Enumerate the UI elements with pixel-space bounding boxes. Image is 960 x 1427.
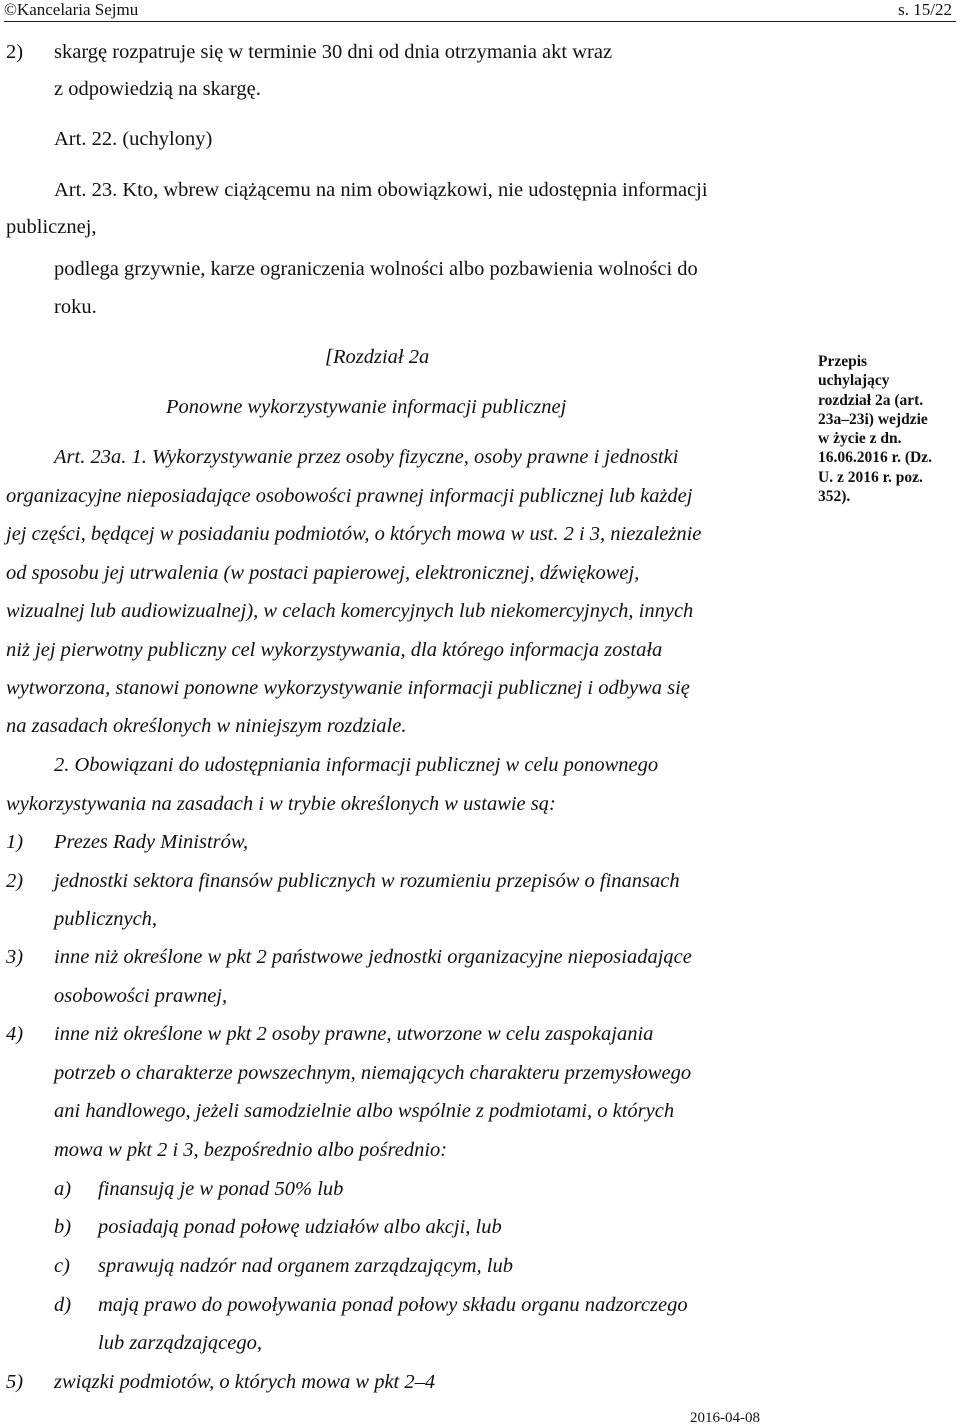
text-line: jej części, będącej w posiadaniu podmiotów, o których mowa w ust. 2 i 3, niezależnie [6, 523, 702, 545]
text-line: 2. Obowiązani do udostępniania informacji publicznej w celu ponownego [54, 754, 659, 776]
margin-note-line: 23a–23i) wejdzie [818, 410, 928, 428]
margin-note-line: w życie z dn. [818, 430, 902, 448]
list-item-text: inne niż określone w pkt 2 osoby prawne, utworzone w celu zaspokajania [54, 1023, 654, 1045]
margin-note-line: U. z 2016 r. poz. [818, 468, 923, 486]
list-item-number: 2) [6, 870, 24, 892]
list-item-number: 5) [6, 1371, 24, 1393]
text-line: wykorzystywania na zasadach i w trybie określonych w ustawie są: [6, 793, 556, 815]
text-line: publicznej, [6, 216, 97, 238]
text-line: mowa w pkt 2 i 3, bezpośrednio albo pośrednio: [54, 1139, 448, 1161]
header-page-number: s. 15/22 [898, 0, 952, 19]
list-item-text: inne niż określone w pkt 2 państwowe jednostki organizacyjne nieposiadające [54, 946, 692, 968]
margin-note-line: rozdział 2a (art. [818, 391, 924, 409]
text-line: niż jej pierwotny publiczny cel wykorzystywania, dla którego informacja została [6, 639, 663, 661]
margin-note-line: Przepis [818, 353, 868, 370]
sublist-item-text: finansują je w ponad 50% lub [98, 1178, 344, 1200]
sublist-item-letter: d) [54, 1294, 72, 1316]
article-23a-line: Art. 23a. 1. Wykorzystywanie przez osoby fizyczne, osoby prawne i jednostki [54, 446, 679, 468]
header-left: ©Kancelaria Sejmu [4, 0, 139, 19]
sublist-item-text: mają prawo do powoływania ponad połowy składu organu nadzorczego [98, 1294, 688, 1316]
sublist-item-letter: c) [54, 1255, 70, 1277]
chapter-title: Ponowne wykorzystywanie informacji publicznej [166, 396, 567, 418]
text-line: roku. [54, 296, 97, 318]
list-item-number: 1) [6, 831, 24, 853]
text-line: ani handlowego, jeżeli samodzielnie albo wspólnie z podmiotami, o których [54, 1100, 675, 1122]
margin-note [818, 352, 960, 506]
text-line: publicznych, [54, 908, 158, 930]
footer-date: 2016-04-08 [690, 1410, 760, 1426]
list-item-number: 4) [6, 1023, 24, 1045]
list-item-text: jednostki sektora finansów publicznych w rozumieniu przepisów o finansach [54, 870, 680, 892]
text-line: wytworzona, stanowi ponowne wykorzystywanie informacji publicznej i odbywa się [6, 677, 690, 699]
chapter-heading: [Rozdział 2a [325, 346, 430, 368]
text-line: organizacyjne nieposiadające osobowości prawnej informacji publicznej lub każdej [6, 485, 693, 507]
list-item-text: skargę rozpatruje się w terminie 30 dni od dnia otrzymania akt wraz [54, 41, 613, 63]
sublist-item-text: sprawują nadzór nad organem zarządzającym, lub [98, 1255, 513, 1277]
margin-note-line: 352). [818, 488, 851, 506]
text-line: potrzeb o charakterze powszechnym, niemających charakteru przemysłowego [54, 1062, 692, 1084]
list-item-number: 2) [6, 41, 24, 63]
article-23-line: Art. 23. Kto, wbrew ciążącemu na nim obowiązkowi, nie udostępnia informacji [54, 179, 708, 201]
article-22: Art. 22. (uchylony) [54, 128, 213, 150]
margin-note-line: 16.06.2016 r. (Dz. [818, 449, 932, 467]
text-line: z odpowiedzią na skargę. [54, 78, 261, 100]
header-rule [4, 21, 956, 22]
list-item-number: 3) [6, 946, 24, 968]
text-line: podlega grzywnie, karze ograniczenia wolności albo pozbawienia wolności do [54, 258, 698, 280]
margin-note-line: uchylający [818, 372, 890, 390]
text-line: na zasadach określonych w niniejszym rozdziale. [6, 715, 407, 737]
sublist-item-text: posiadają ponad połowę udziałów albo akcji, lub [98, 1216, 502, 1238]
list-item-text: Prezes Rady Ministrów, [54, 831, 249, 853]
sublist-item-letter: b) [54, 1216, 72, 1238]
text-line: od sposobu jej utrwalenia (w postaci papierowej, elektronicznej, dźwiękowej, [6, 562, 640, 584]
text-line: lub zarządzającego, [98, 1332, 262, 1354]
text-line: osobowości prawnej, [54, 985, 228, 1007]
list-item-text: związki podmiotów, o których mowa w pkt 2–4 [54, 1371, 436, 1393]
sublist-item-letter: a) [54, 1178, 72, 1200]
text-line: wizualnej lub audiowizualnej), w celach komercyjnych lub niekomercyjnych, innych [6, 600, 694, 622]
